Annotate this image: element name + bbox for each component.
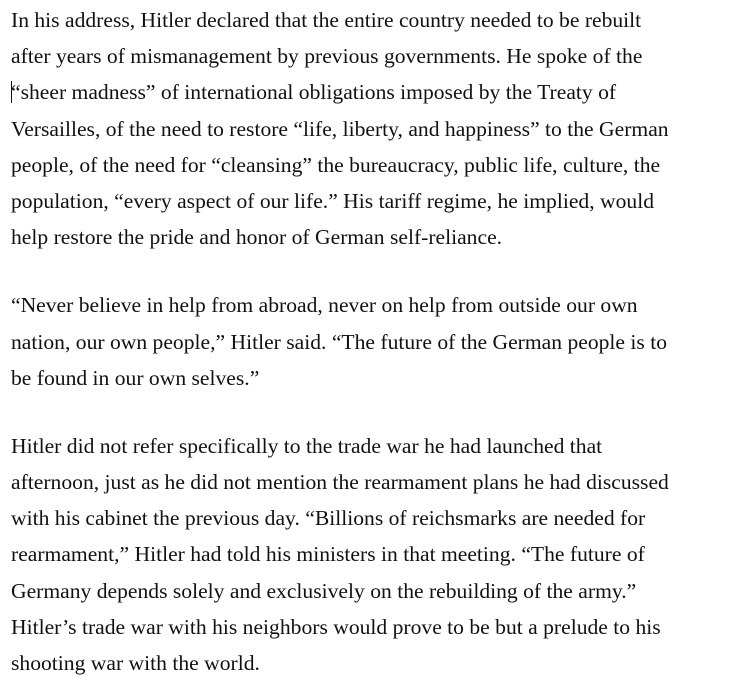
text-line: In his address, Hitler declared that the entire country needed to be rebuilt bbox=[11, 8, 642, 32]
text-line: “Never believe in help from abroad, never on help from outside our own bbox=[11, 293, 638, 318]
text-line: people, of the need for “cleansing” the bureaucracy, public life, culture, the bbox=[11, 152, 661, 177]
text-line: Germany depends solely and exclusively on the rebuilding of the army.” bbox=[11, 578, 637, 603]
text-line: with his cabinet the previous day. “Billions of reichsmarks are needed for bbox=[11, 506, 646, 531]
text-line: Versailles, of the need to restore “life, liberty, and happiness” to the German bbox=[11, 116, 669, 141]
text-line: rearmament,” Hitler had told his ministers in that meeting. “The future of bbox=[11, 542, 645, 567]
text-line-content: “sheer madness” of international obligations imposed by the Treaty of bbox=[11, 80, 617, 105]
paragraph-3 bbox=[11, 428, 730, 681]
text-line: after years of mismanagement by previous governments. He spoke of the bbox=[11, 44, 643, 69]
text-line: be found in our own selves.” bbox=[11, 365, 260, 390]
text-line: help restore the pride and honor of German self-reliance. bbox=[11, 225, 503, 250]
text-line: nation, our own people,” Hitler said. “The future of the German people is to bbox=[11, 329, 668, 354]
paragraph-1 bbox=[11, 2, 730, 255]
text-line-with-caret bbox=[11, 74, 730, 110]
text-line: Hitler did not refer specifically to the trade war he had launched that bbox=[11, 433, 603, 458]
text-line: afternoon, just as he did not mention the rearmament plans he had discussed bbox=[11, 470, 669, 495]
paragraph-2 bbox=[11, 287, 730, 396]
text-line: shooting war with the world. bbox=[11, 651, 260, 675]
text-line: population, “every aspect of our life.” His tariff regime, he implied, would bbox=[11, 188, 655, 213]
text-line: Hitler’s trade war with his neighbors would prove to be but a prelude to his bbox=[11, 614, 661, 639]
